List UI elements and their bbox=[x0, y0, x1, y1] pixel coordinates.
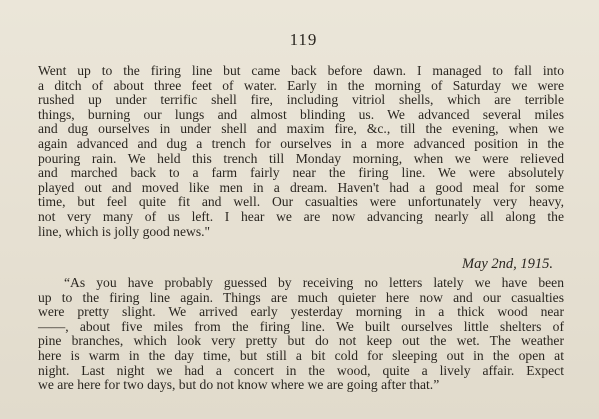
text-line: pouring rain. We held this trench till Monday morning, when we were relieved bbox=[38, 150, 564, 166]
text-line: pine branches, which look very pretty but do not keep out the wet. The weather bbox=[38, 333, 564, 349]
text-line: time, but feel quite fit and well. Our casualties were unfortunately very heavy, bbox=[38, 194, 564, 210]
text-line: rushed up under terrific shell fire, including vitriol shells, which are terrible bbox=[38, 92, 564, 108]
text-line: Went up to the firing line but came back before dawn. I managed to fall into bbox=[38, 63, 564, 78]
page-number: 119 bbox=[289, 30, 318, 49]
text-line: line, which is jolly good news." bbox=[38, 223, 211, 239]
paragraph-1 bbox=[38, 64, 564, 239]
text-line: night. Last night we had a concert in the wood, quite a lively affair. Expect bbox=[38, 362, 564, 378]
text-line: and marched back to a farm fairly near the firing line. We were absolutely bbox=[38, 165, 564, 181]
paragraph-2 bbox=[38, 276, 564, 393]
dateline: May 2nd, 1915. bbox=[461, 256, 553, 272]
text-line: and dug ourselves in under shell and maxim fire, &c., till the evening, when we bbox=[38, 121, 564, 137]
text-line: played out and moved like men in a dream. Haven't had a good meal for some bbox=[38, 179, 564, 195]
text-line: ——, about five miles from the firing line. We built ourselves little shelters of bbox=[38, 318, 564, 334]
text-line: “As you have probably guessed by receiving no letters lately we have been bbox=[64, 275, 564, 290]
text-line: again advanced and dug a trench for ourselves in a more advanced position in the bbox=[38, 135, 564, 151]
text-line: were pretty slight. We arrived early yesterday morning in a thick wood near bbox=[38, 304, 564, 320]
text-line: not very many of us left. I hear we are now advancing nearly all along the bbox=[38, 208, 564, 224]
text-line: here is warm in the day time, but still a bit cold for sleeping out in the open at bbox=[38, 347, 564, 363]
text-line: things, burning our lungs and almost blinding us. We advanced several miles bbox=[38, 106, 564, 122]
text-line: we are here for two days, but do not know where we are going after that.” bbox=[38, 377, 440, 393]
text-line: a ditch of about three feet of water. Early in the morning of Saturday we were bbox=[38, 77, 564, 93]
text-line: up to the firing line again. Things are much quieter here now and our casualties bbox=[38, 289, 564, 305]
